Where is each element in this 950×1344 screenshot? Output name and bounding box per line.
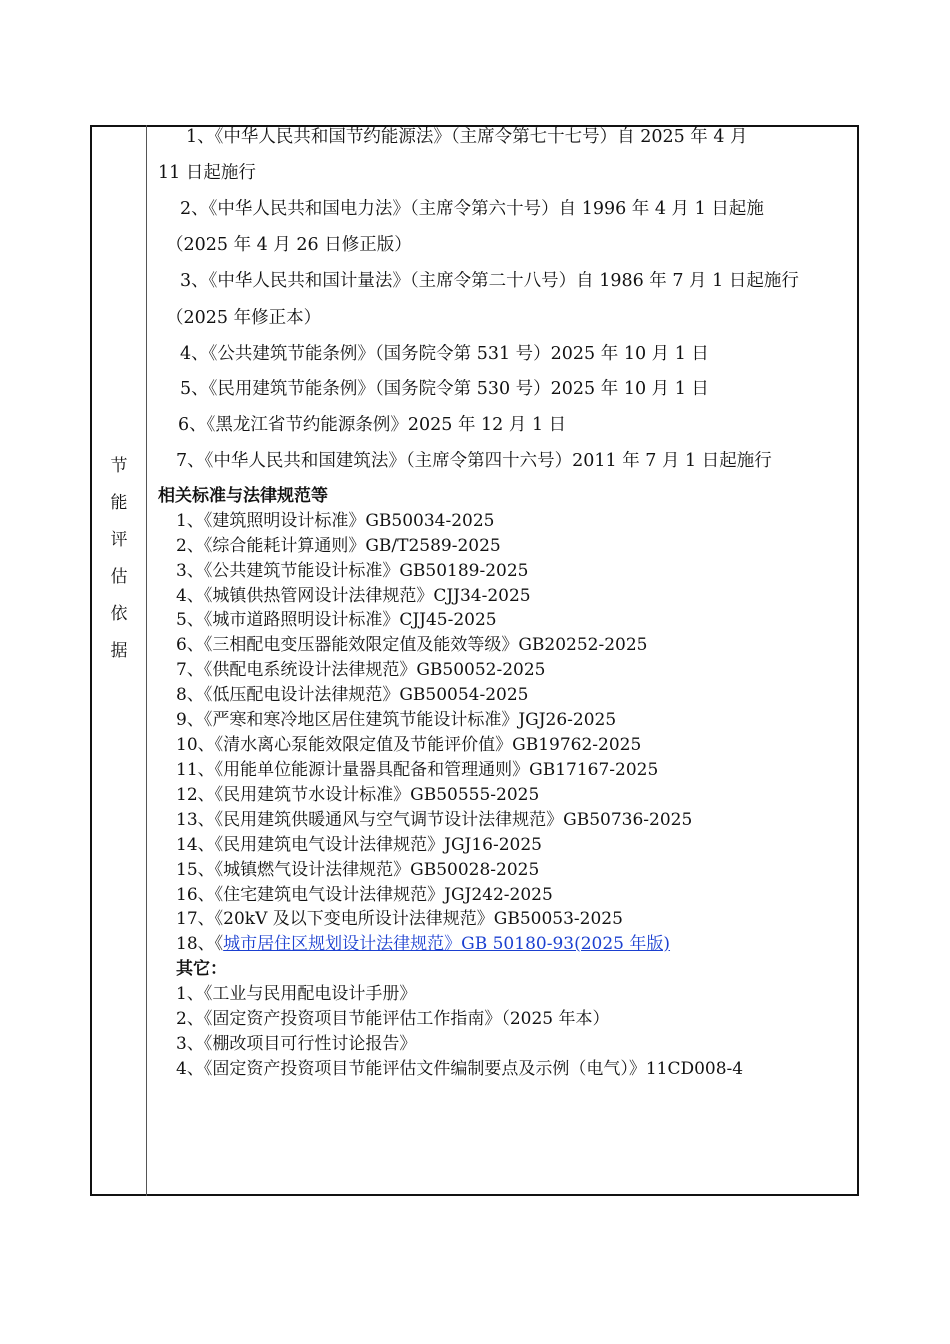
side-label-char: 评 <box>110 530 128 550</box>
other-item: 4、《固定资产投资项目节能评估文件编制要点及示例（电气）》11CD008-4 <box>176 1059 744 1079</box>
side-label-char: 据 <box>110 641 128 661</box>
standard-item: 6、《三相配电变压器能效限定值及能效等级》GB20252-2025 <box>176 635 648 655</box>
standard-item: 16、《住宅建筑电气设计法律规范》JGJ242-2025 <box>176 885 553 905</box>
standard-item: 10、《清水离心泵能效限定值及节能评价值》GB19762-2025 <box>176 735 642 755</box>
standard-item: 12、《民用建筑节水设计标准》GB50555-2025 <box>176 785 540 805</box>
standard-item: 4、《城镇供热管网设计法律规范》CJJ34-2025 <box>176 586 531 606</box>
side-label-char: 能 <box>110 493 128 513</box>
standard-item: 15、《城镇燃气设计法律规范》GB50028-2025 <box>176 860 540 880</box>
other-item: 3、《棚改项目可行性讨论报告》 <box>176 1034 417 1054</box>
other-item: 1、《工业与民用配电设计手册》 <box>176 984 417 1004</box>
standard-item: 8、《低压配电设计法律规范》GB50054-2025 <box>176 685 529 705</box>
standard-item: 5、《城市道路照明设计标准》CJJ45-2025 <box>176 610 497 630</box>
standard-item: 13、《民用建筑供暖通风与空气调节设计法律规范》GB50736-2025 <box>176 810 693 830</box>
side-label-char: 估 <box>110 567 128 587</box>
law-item-5: 5、《民用建筑节能条例》（国务院令第 530 号）2025 年 10 月 1 日 <box>180 379 709 399</box>
law-item-4: 4、《公共建筑节能条例》（国务院令第 531 号）2025 年 10 月 1 日 <box>180 344 709 364</box>
column-divider <box>146 125 147 1196</box>
standard-item-18 <box>176 933 670 955</box>
law-item-1-cont: 11 日起施行 <box>158 163 256 183</box>
others-heading: 其它： <box>176 959 227 979</box>
other-item: 2、《固定资产投资项目节能评估工作指南》（2025 年本） <box>176 1009 610 1029</box>
standard-18-prefix: 18、《 <box>176 934 224 954</box>
law-item-3-cont: （2025 年修正本） <box>166 308 322 328</box>
standards-heading: 相关标准与法律规范等 <box>158 486 328 506</box>
law-item-1: 1、《中华人民共和国节约能源法》（主席令第七十七号）自 2025 年 4 月 <box>186 127 748 147</box>
standard-item: 11、《用能单位能源计量器具配备和管理通则》GB17167-2025 <box>176 760 659 780</box>
standard-item: 14、《民用建筑电气设计法律规范》JGJ16-2025 <box>176 835 542 855</box>
law-item-2-cont: （2025 年 4 月 26 日修正版） <box>166 235 412 255</box>
standard-item: 7、《供配电系统设计法律规范》GB50052-2025 <box>176 660 546 680</box>
law-item-6: 6、《黑龙江省节约能源条例》2025 年 12 月 1 日 <box>178 415 567 435</box>
standard-item: 3、《公共建筑节能设计标准》GB50189-2025 <box>176 561 529 581</box>
side-label <box>92 452 146 674</box>
standard-item: 17、《20kV 及以下变电所设计法律规范》GB50053-2025 <box>176 909 623 929</box>
standard-item: 1、《建筑照明设计标准》GB50034-2025 <box>176 511 495 531</box>
law-item-2: 2、《中华人民共和国电力法》（主席令第六十号）自 1996 年 4 月 1 日起施 <box>180 199 764 219</box>
side-label-char: 节 <box>110 456 128 476</box>
standard-item: 2、《综合能耗计算通则》GB/T2589-2025 <box>176 536 501 556</box>
law-item-7: 7、《中华人民共和国建筑法》（主席令第四十六号）2011 年 7 月 1 日起施行 <box>176 451 772 471</box>
law-item-3: 3、《中华人民共和国计量法》（主席令第二十八号）自 1986 年 7 月 1 日起施行 <box>180 271 799 291</box>
side-label-char: 依 <box>110 604 128 624</box>
standard-18-link[interactable]: 城市居住区规划设计法律规范》GB 50180-93(2025 年版) <box>223 934 671 954</box>
standard-item: 9、《严寒和寒冷地区居住建筑节能设计标准》JGJ26-2025 <box>176 710 617 730</box>
